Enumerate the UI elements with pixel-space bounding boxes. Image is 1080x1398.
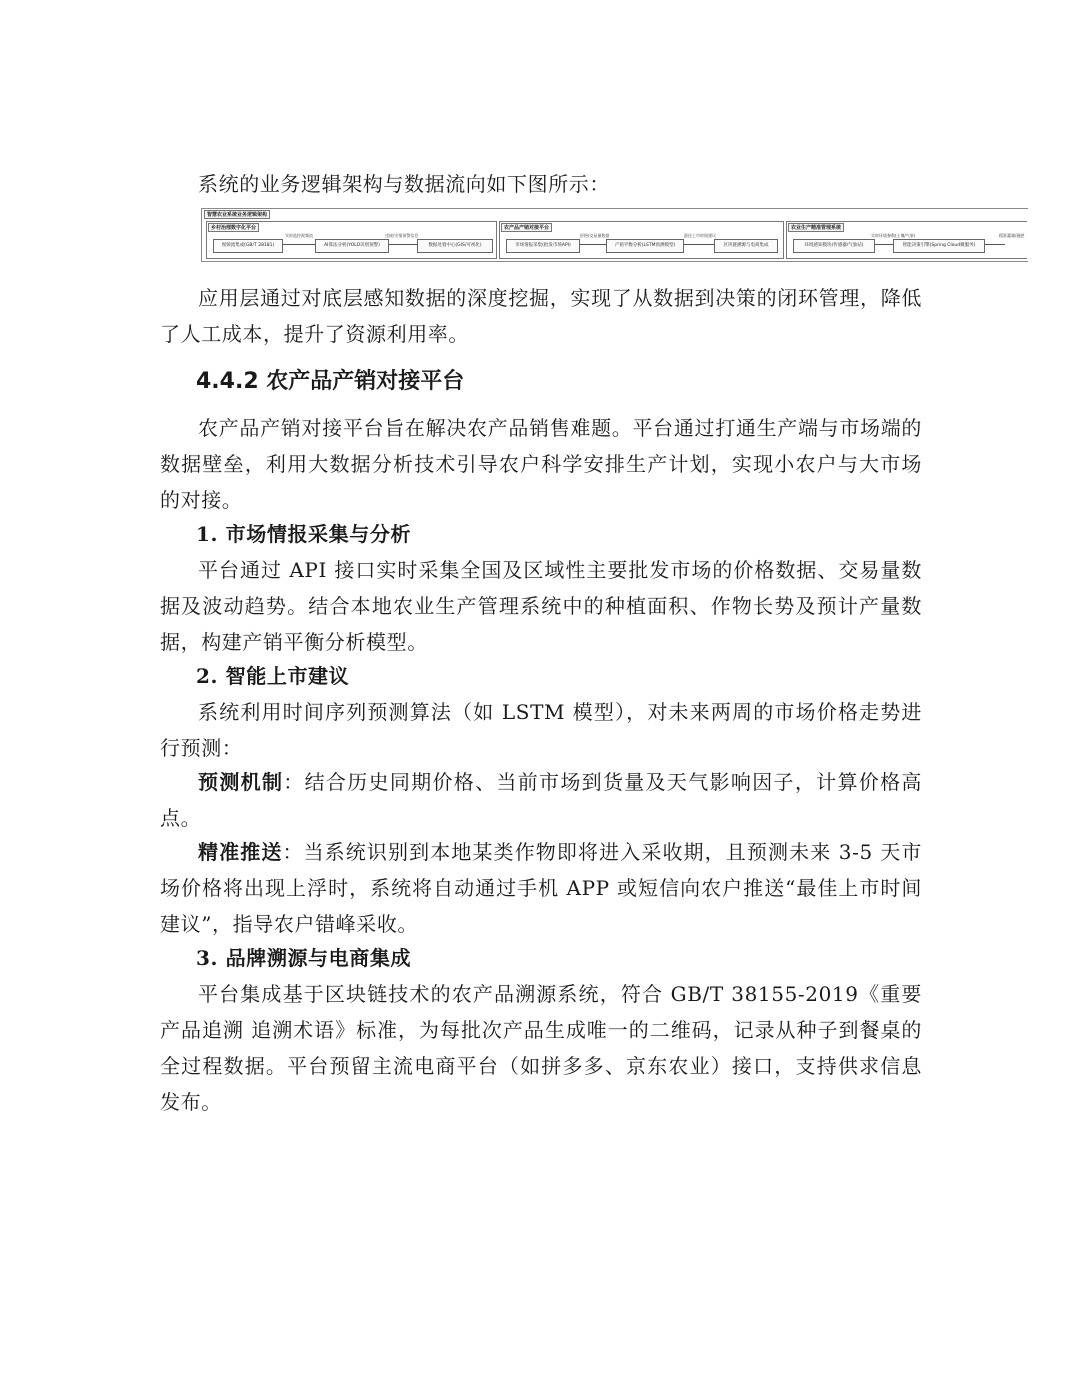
edge-label: 价格/交易量数据 [580, 233, 610, 238]
edge-label: 精准灌溉/施肥 [999, 233, 1025, 238]
section-title: 4.4.2 农产品产销对接平台 [196, 369, 465, 394]
application-layer-paragraph: 应用层通过对底层感知数据的深度挖掘，实现了从数据到决策的闭环管理，降低了人工成本，提升了资源利用率。 [160, 286, 922, 346]
item-3-title: 3. 品牌溯源与电商集成 [196, 946, 412, 970]
diagram-title: 智慧农业系统业务逻辑架构 [204, 210, 270, 219]
architecture-diagram [201, 208, 1028, 262]
diagram-edge [684, 244, 714, 245]
diagram-edge [283, 244, 315, 245]
diagram-edge [580, 244, 606, 245]
item-1-text: 平台通过 API 接口实时采集全国及区域性主要批发市场的价格数据、交易量数据及波动趋势。结合本地农业生产管理系统中的种植面积、作物长势及预计产量数据，构建产销平衡分析模型。 [160, 558, 922, 654]
push-text: ：当系统识别到本地某类作物即将进入采收期，且预测未来 3-5 天市场价格将出现上浮时，系统将自动通过手机 APP 或短信向农户推送“最佳上市时间建议”，指导农户错峰采收。 [160, 840, 922, 936]
forecast-label: 预测机制 [198, 770, 284, 794]
diagram-edge [985, 244, 1005, 245]
diagram-group-precision-agriculture [786, 221, 1027, 259]
item-2-title: 2. 智能上市建议 [196, 664, 350, 688]
item-3-text: 平台集成基于区块链技术的农产品溯源系统，符合 GB/T 38155-2019《重要产品追溯 追溯术语》标准，为每批次产品生成唯一的二维码，记录从种子到餐桌的全过程数据。平台预留主流电商平台（如拼多多、京东农业）接口，支持供求信息发布。 [160, 982, 922, 1114]
item-1-title: 1. 市场情报采集与分析 [196, 522, 412, 546]
edge-label: 实时环境参数(土壤/气象) [871, 233, 916, 238]
forecast-mechanism-paragraph [160, 764, 922, 836]
diagram-node: 区块链溯源与电商集成 [714, 239, 778, 253]
diagram-group-market-platform [499, 221, 784, 259]
diagram-edge [875, 244, 893, 245]
diagram-node: 产销平衡分析(LSTM预测模型) [606, 239, 684, 253]
diagram-node: 市场情报采集(批发市场API) [506, 239, 580, 253]
diagram-node: AI算法分析(YOLO识别预警) [315, 239, 389, 253]
platform-intro-paragraph: 农产品产销对接平台旨在解决农产品销售难题。平台通过打通生产端与市场端的数据壁垒，利用大数据分析技术引导农户科学安排生产计划，实现小农户与大市场的对接。 [160, 416, 922, 512]
diagram-node: 数据处置中心(GIS/可视化) [417, 239, 493, 253]
diagram-edge [389, 244, 417, 245]
edge-label: 违规/灾情预警信息 [385, 233, 419, 238]
group-title: 农产品产销对接平台 [501, 223, 552, 232]
edge-label: 实时监控视频流 [285, 233, 313, 238]
diagram-node: 环境感知模块(传感器/气象站) [793, 239, 875, 253]
diagram-node: 视频流集成(GB/T 28181) [213, 239, 283, 253]
group-title: 农业生产精准管理系统 [788, 223, 844, 232]
forecast-text: ：结合历史同期价格、当前市场到货量及天气影响因子，计算价格高点。 [160, 770, 922, 830]
diagram-group-rural-governance [206, 221, 497, 259]
edge-label: 最佳上市时间建议 [684, 233, 716, 238]
push-label: 精准推送 [198, 840, 283, 864]
group-title: 乡村治理数字化平台 [208, 223, 259, 232]
item-2-text: 系统利用时间序列预测算法（如 LSTM 模型），对未来两周的市场价格走势进行预测： [160, 700, 922, 760]
precise-push-paragraph [160, 834, 922, 942]
diagram-node: 智能决策引擎(Spring Cloud微服务) [893, 239, 985, 253]
intro-paragraph: 系统的业务逻辑架构与数据流向如下图所示： [198, 172, 610, 196]
